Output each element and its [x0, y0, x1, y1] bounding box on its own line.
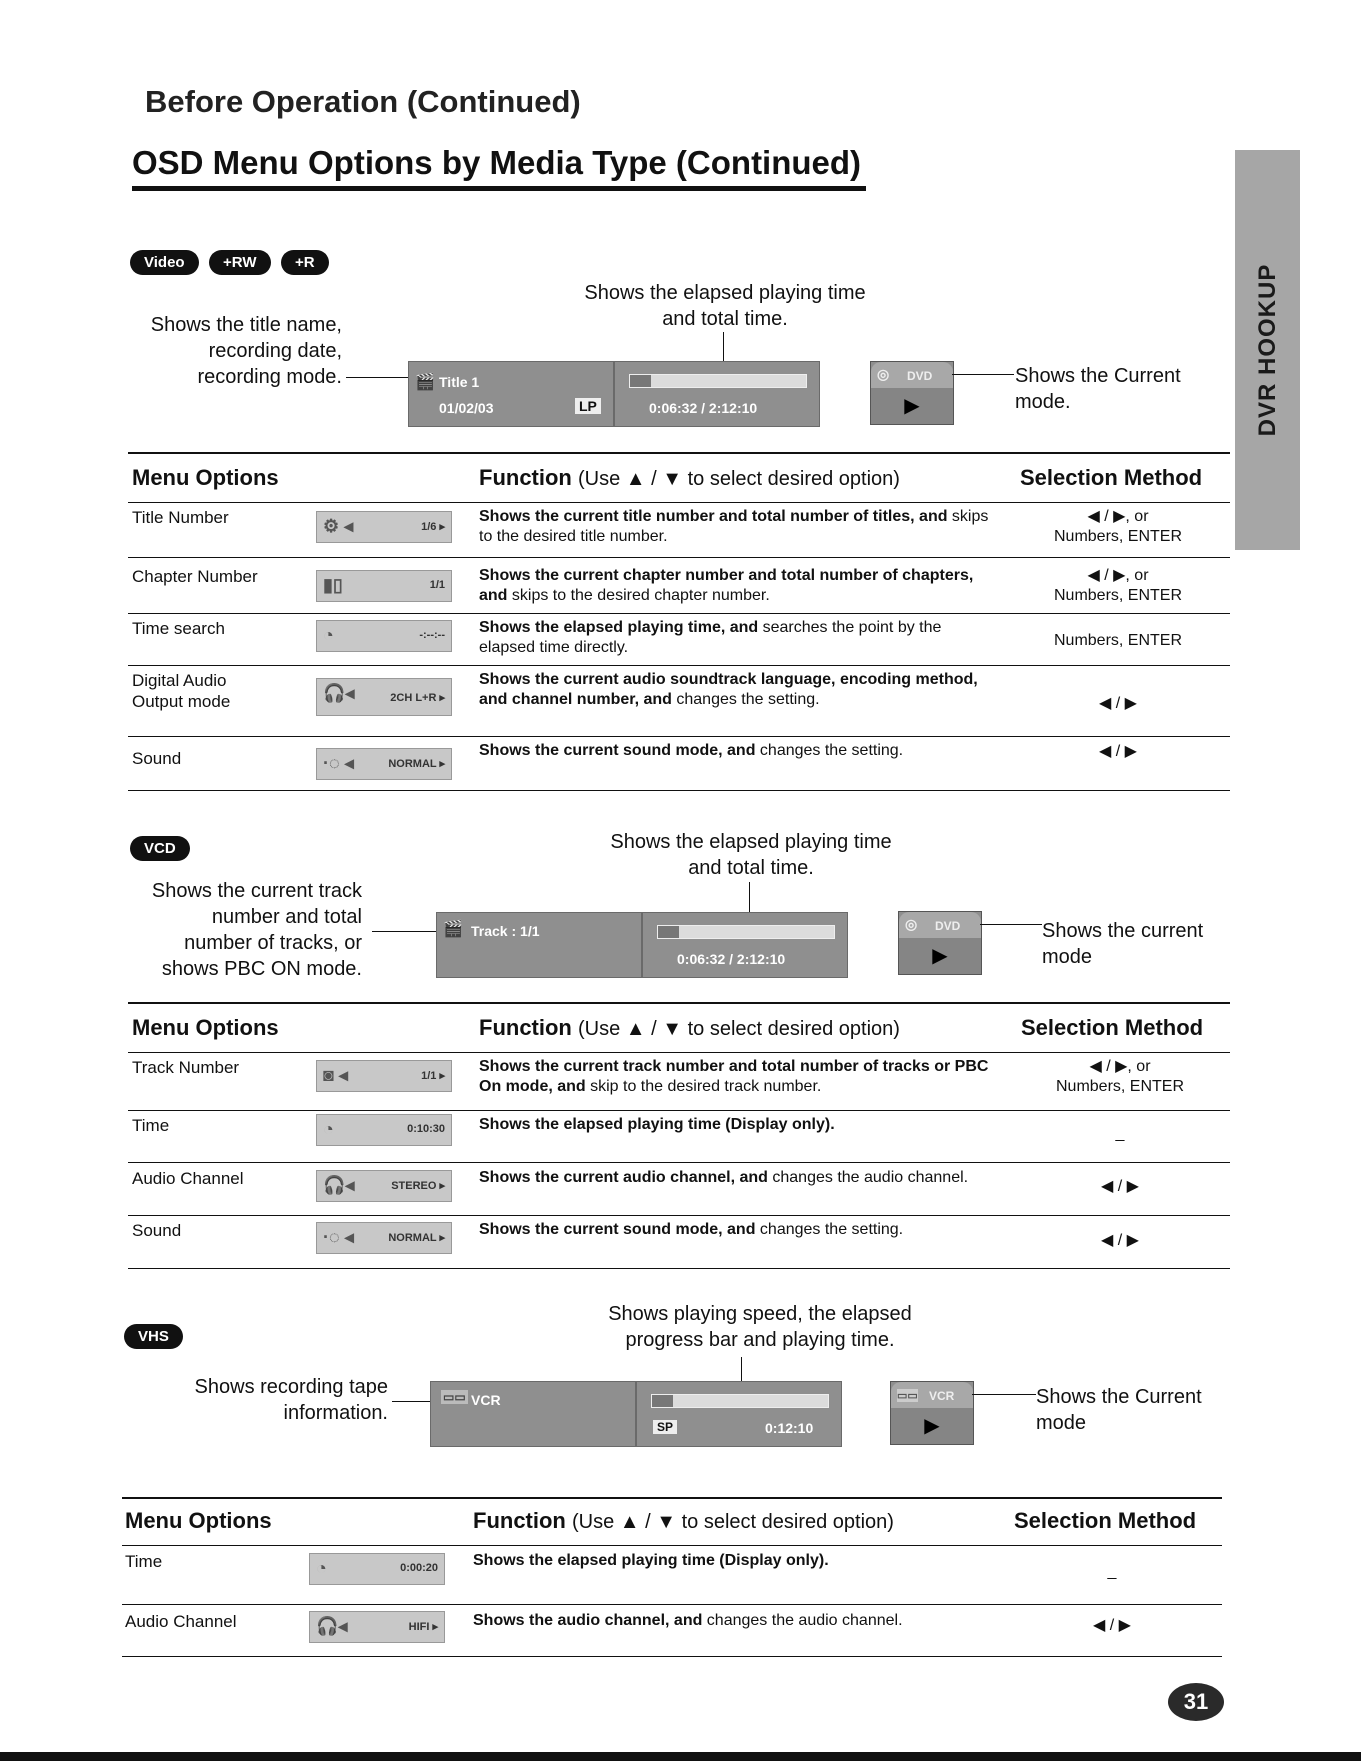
callout-line: recording mode.: [197, 366, 342, 388]
osd-progress-bar: [629, 374, 807, 388]
thumb-value: -:--:--: [419, 629, 445, 641]
vcd-callout-right: [1042, 918, 1242, 970]
table-rule: [128, 557, 1230, 558]
table-top-rule: [128, 452, 1230, 454]
osd-rec-mode: LP: [575, 398, 601, 414]
play-icon: ▶: [871, 388, 953, 424]
row-label: Audio Channel: [125, 1612, 237, 1631]
table-rule: [122, 1604, 1222, 1605]
title-icon: ⚙ ◂: [323, 516, 354, 536]
thumb-value: 1/1 ▸: [421, 1070, 445, 1082]
table-top-rule: [128, 1002, 1230, 1004]
side-tab-label: DVR HOOKUP: [1253, 263, 1281, 437]
th-function-rest: (Use ▲ / ▼ to select desired option): [578, 468, 900, 490]
clock-icon: ◔: [323, 625, 334, 645]
row-selection: [1008, 507, 1228, 547]
page-title: OSD Menu Options by Media Type (Continued): [132, 144, 862, 181]
clock-icon: ◔: [323, 1119, 334, 1139]
sel-line: ◀ / ▶: [1093, 1617, 1131, 1634]
osd-thumb: [316, 1114, 452, 1146]
row-selection: [1010, 1231, 1230, 1251]
mode-label: DVD: [907, 369, 933, 383]
osd-divider: [641, 913, 643, 977]
osd-thumb: [316, 570, 452, 602]
row-selection: [1008, 742, 1228, 762]
row-label: Audio Channel: [132, 1169, 244, 1188]
callout-line: number of tracks, or: [184, 932, 362, 954]
callout-line: Shows the elapsed playing time: [584, 282, 866, 304]
mode-label: VCR: [929, 1389, 955, 1403]
func-rest: changes the setting.: [755, 1221, 904, 1238]
row-function: [473, 1551, 993, 1571]
vhs-osd-banner: [430, 1381, 842, 1447]
callout-line: Shows the current: [1042, 920, 1204, 942]
row-selection: [1008, 566, 1228, 606]
play-icon: ▶: [899, 938, 981, 974]
osd-thumb: [316, 748, 452, 780]
vcd-callout-top: [586, 829, 916, 881]
osd-divider: [635, 1382, 637, 1446]
table-rule: [128, 736, 1230, 737]
disc-icon: ◎: [877, 366, 890, 382]
row-selection: [1008, 694, 1228, 714]
section-heading: Before Operation (Continued): [145, 84, 581, 119]
vhs-callout-right: [1036, 1384, 1236, 1436]
dvd-callout-left: [120, 312, 342, 390]
sel-line: Numbers, ENTER: [1053, 587, 1183, 604]
chapter-icon: ▮▯: [323, 575, 343, 595]
callout-line: mode: [1042, 946, 1093, 968]
vcd-mode-indicator: [898, 911, 982, 975]
clock-icon: ◔: [316, 1558, 327, 1578]
callout-line: mode: [1036, 1412, 1087, 1434]
osd-thumb: [316, 1170, 452, 1202]
callout-line: Shows the title name,: [150, 314, 342, 336]
osd-title: VCR: [471, 1392, 501, 1408]
row-function: [479, 566, 989, 606]
osd-thumb: [309, 1553, 445, 1585]
func-bold: Shows the elapsed playing time (Display only).: [473, 1552, 829, 1569]
func-rest: changes the setting.: [671, 691, 820, 708]
sel-line: Numbers, ENTER: [1053, 632, 1183, 649]
dvd-callout-right: [1015, 363, 1215, 415]
th-selection-method: Selection Method: [1020, 465, 1203, 490]
th-menu-options: Menu Options: [132, 465, 279, 490]
dvd-callout-top: [560, 280, 890, 332]
thumb-value: NORMAL ▸: [388, 1232, 445, 1244]
osd-progress-bar: [651, 1394, 829, 1408]
osd-time: 0:06:32 / 2:12:10: [677, 951, 786, 967]
row-label: Title Number: [132, 508, 229, 527]
table-rule: [128, 1052, 1230, 1053]
row-label: Sound: [132, 749, 182, 768]
leader-line: [972, 1394, 1036, 1395]
headphones-icon: 🎧◂: [323, 1175, 355, 1195]
thumb-value: 0:10:30: [407, 1123, 445, 1135]
side-tab: [1235, 150, 1300, 550]
callout-line: recording date,: [208, 340, 342, 362]
table-rule: [122, 1656, 1222, 1657]
thumb-value: STEREO ▸: [391, 1180, 445, 1192]
osd-speed: SP: [653, 1420, 677, 1434]
table-rule: [128, 1162, 1230, 1163]
osd-thumb: [316, 1222, 452, 1254]
th-menu-options: Menu Options: [132, 1015, 279, 1040]
osd-progress-bar: [657, 925, 835, 939]
table-rule: [128, 790, 1230, 791]
thumb-value: HIFI ▸: [408, 1621, 438, 1633]
thumb-value: NORMAL ▸: [388, 758, 445, 770]
osd-thumb: [316, 511, 452, 543]
vcd-callout-left: [112, 878, 362, 982]
func-rest: skip to the desired track number.: [585, 1078, 822, 1095]
osd-title: Track : 1/1: [471, 923, 540, 939]
row-label: Digital Audio Output mode: [132, 671, 231, 711]
leader-line: [980, 924, 1042, 925]
osd-title: Title 1: [439, 374, 480, 390]
table-rule: [128, 613, 1230, 614]
mode-label: DVD: [935, 919, 961, 933]
badge-vhs: VHS: [124, 1324, 183, 1349]
callout-line: progress bar and playing time.: [625, 1329, 895, 1351]
disc-icon: ◎: [905, 916, 918, 932]
row-function: [479, 670, 989, 710]
headphones-icon: 🎧◂: [316, 1616, 348, 1636]
row-function: [479, 741, 989, 761]
row-function: [479, 1057, 999, 1097]
sel-line: _: [1115, 1125, 1125, 1142]
func-rest: changes the audio channel.: [702, 1612, 903, 1629]
sel-line: Numbers, ENTER: [1055, 1078, 1185, 1095]
vcd-badges: [130, 836, 196, 861]
title-underline: [132, 186, 866, 191]
vhs-badges: [124, 1324, 189, 1349]
headphones-icon: 🎧◂: [323, 683, 355, 703]
row-label: Track Number: [132, 1058, 240, 1077]
table-rule: [128, 1215, 1230, 1216]
row-function: [479, 1168, 999, 1188]
thumb-value: 1/6 ▸: [421, 521, 445, 533]
func-rest: skips to the desired chapter number.: [507, 587, 770, 604]
th-function: [479, 1015, 900, 1041]
th-function-rest: (Use ▲ / ▼ to select desired option): [578, 1018, 900, 1040]
callout-line: Shows recording tape: [194, 1376, 388, 1398]
sound-icon: ·◌ ◂: [323, 753, 354, 773]
func-rest: changes the audio channel.: [767, 1169, 969, 1186]
table-rule: [128, 665, 1230, 666]
callout-line: Shows the elapsed playing time: [610, 831, 892, 853]
func-rest: changes the setting.: [755, 742, 904, 759]
row-function: [479, 1115, 999, 1135]
row-function: [479, 1220, 999, 1240]
leader-line: [952, 374, 1014, 375]
table-rule: [128, 1268, 1230, 1269]
func-bold: Shows the current audio soundtrack language, encoding method, and channel number, and: [479, 671, 978, 708]
badge-plus-rw: +RW: [209, 250, 270, 275]
func-bold: Shows the elapsed playing time (Display only).: [479, 1116, 835, 1133]
th-function: [479, 465, 900, 491]
osd-thumb: [316, 1060, 452, 1092]
dvd-osd-banner: [408, 361, 820, 427]
th-function-bold: Function: [479, 465, 572, 490]
osd-thumb: [309, 1611, 445, 1643]
sel-line: Numbers, ENTER: [1053, 528, 1183, 545]
badge-vcd: VCD: [130, 836, 190, 861]
callout-line: mode.: [1015, 391, 1071, 413]
cassette-icon: ▭▭: [897, 1390, 918, 1402]
osd-time: 0:12:10: [765, 1420, 814, 1436]
callout-line: number and total: [211, 906, 362, 928]
row-function: [473, 1611, 993, 1631]
row-label: Time search: [132, 619, 225, 638]
clapper-icon: 🎬: [443, 921, 463, 938]
sel-line: _: [1107, 1563, 1117, 1580]
row-selection: [1010, 1177, 1230, 1197]
sound-icon: ·◌ ◂: [323, 1227, 354, 1247]
bottom-strip: [0, 1752, 1361, 1761]
osd-thumb: [316, 678, 452, 716]
page-number: 31: [1168, 1683, 1224, 1721]
thumb-value: 1/1: [429, 579, 445, 591]
func-bold: Shows the elapsed playing time, and: [479, 619, 759, 636]
row-selection: [1010, 1124, 1230, 1144]
table-rule: [122, 1545, 1222, 1546]
leader-line: [346, 377, 410, 378]
callout-line: and total time.: [662, 308, 788, 330]
func-bold: Shows the current audio channel, and: [479, 1169, 768, 1186]
vhs-mode-indicator: [890, 1381, 974, 1445]
callout-line: Shows the Current: [1036, 1386, 1202, 1408]
callout-line: Shows the Current: [1015, 365, 1181, 387]
th-selection-method: Selection Method: [1014, 1508, 1197, 1533]
func-bold: Shows the audio channel, and: [473, 1612, 703, 1629]
row-label: Time: [132, 1116, 170, 1135]
sel-line: ◀ / ▶, or: [1087, 508, 1149, 525]
leader-line: [372, 931, 438, 932]
sel-line: ◀ / ▶, or: [1087, 567, 1149, 584]
th-function-rest: (Use ▲ / ▼ to select desired option): [572, 1511, 894, 1533]
row-selection: [1002, 1616, 1222, 1636]
vhs-callout-left: [140, 1374, 388, 1426]
sel-line: ◀ / ▶, or: [1089, 1058, 1151, 1075]
func-bold: Shows the current sound mode, and: [479, 742, 756, 759]
row-selection: [1002, 1562, 1222, 1582]
osd-divider: [613, 362, 615, 426]
row-selection: [1010, 1057, 1230, 1097]
func-bold: Shows the current sound mode, and: [479, 1221, 756, 1238]
thumb-value: 2CH L+R ▸: [390, 692, 445, 704]
sel-line: ◀ / ▶: [1099, 695, 1137, 712]
th-menu-options: Menu Options: [125, 1508, 272, 1533]
func-bold: Shows the current track number and total number of tracks or PBC On mode, and: [479, 1058, 989, 1095]
row-function: [479, 618, 989, 658]
row-function: [479, 507, 989, 547]
thumb-value: 0:00:20: [400, 1562, 438, 1574]
callout-line: and total time.: [688, 857, 814, 879]
badge-video: Video: [130, 250, 199, 275]
cassette-icon: ▭▭: [443, 1390, 466, 1404]
row-label: Chapter Number: [132, 567, 258, 586]
clapper-icon: 🎬: [415, 374, 435, 391]
sel-line: ◀ / ▶: [1101, 1178, 1139, 1195]
func-bold: Shows the current title number and total number of titles, and: [479, 508, 948, 525]
callout-line: information.: [283, 1402, 388, 1424]
th-function: [473, 1508, 894, 1534]
row-selection: [1008, 631, 1228, 651]
row-label: Time: [125, 1552, 163, 1571]
func-bold: Shows the current chapter number and total number of chapters, and: [479, 567, 974, 604]
track-icon: ◙ ◂: [323, 1065, 348, 1085]
vhs-callout-top: [580, 1301, 940, 1353]
osd-date: 01/02/03: [439, 400, 494, 416]
th-selection-method: Selection Method: [1021, 1015, 1204, 1040]
func-rest: skips to the desired title number.: [479, 508, 989, 545]
callout-line: Shows the current track: [151, 880, 362, 902]
th-function-bold: Function: [473, 1508, 566, 1533]
dvd-badges: [130, 250, 335, 275]
table-rule: [128, 1110, 1230, 1111]
play-icon: ▶: [891, 1408, 973, 1444]
sel-line: ◀ / ▶: [1101, 1232, 1139, 1249]
table-top-rule: [122, 1497, 1222, 1499]
sel-line: ◀ / ▶: [1099, 743, 1137, 760]
func-rest: searches the point by the elapsed time directly.: [479, 619, 942, 656]
row-label: Sound: [132, 1221, 182, 1240]
badge-plus-r: +R: [281, 250, 329, 275]
vcd-osd-banner: [436, 912, 848, 978]
osd-time: 0:06:32 / 2:12:10: [649, 400, 758, 416]
dvd-mode-indicator: [870, 361, 954, 425]
table-rule: [128, 502, 1230, 503]
callout-line: shows PBC ON mode.: [161, 958, 362, 980]
th-function-bold: Function: [479, 1015, 572, 1040]
osd-thumb: [316, 620, 452, 652]
callout-line: Shows playing speed, the elapsed: [608, 1303, 912, 1325]
